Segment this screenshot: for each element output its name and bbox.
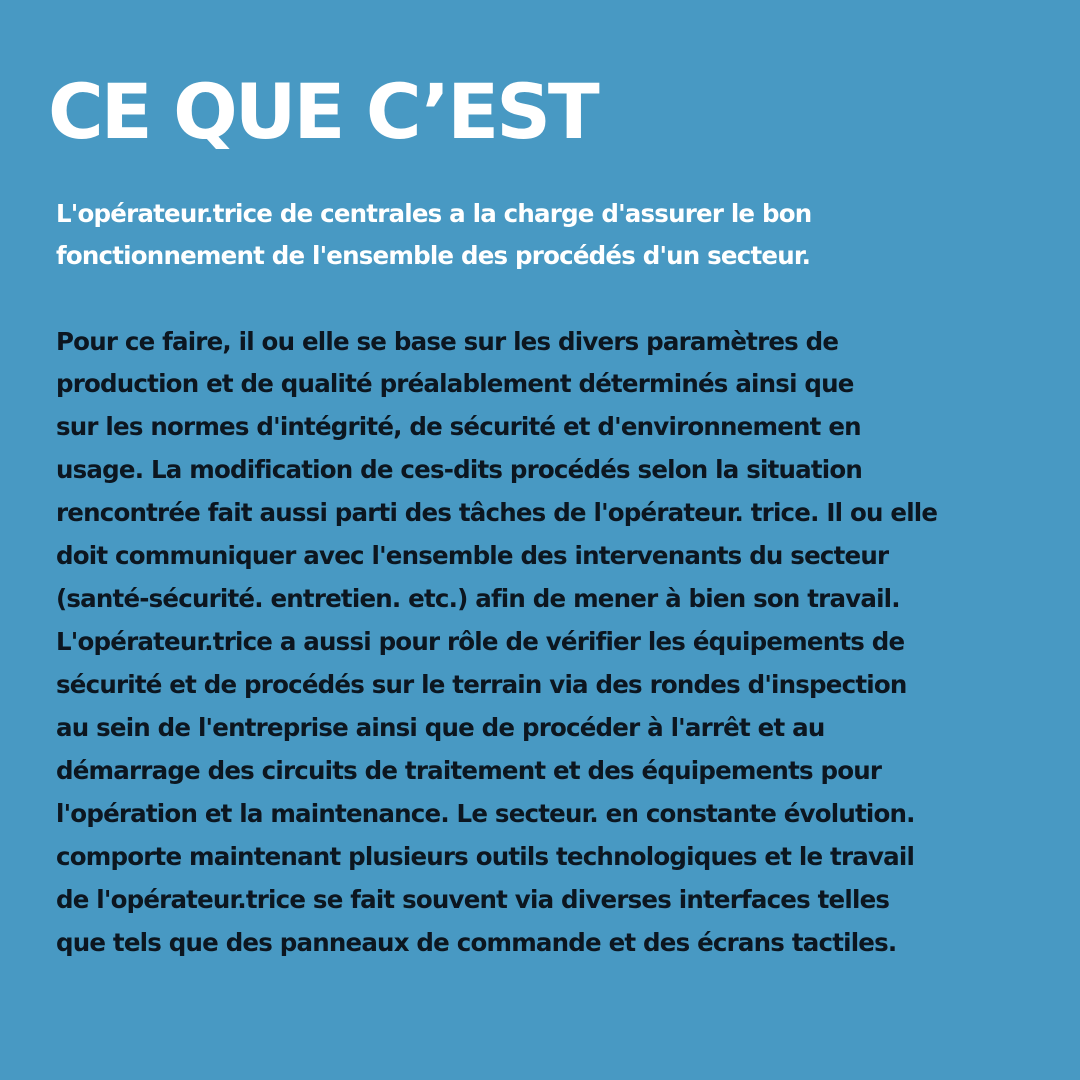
body-line: de l'opérateur.trice se fait souvent via diverses interfaces telles (56, 885, 890, 914)
body-line: comporte maintenant plusieurs outils technologiques et le travail (56, 842, 915, 871)
body-line: (santé-sécurité. entretien. etc.) afin de mener à bien son travail. (56, 584, 900, 613)
page-title: CE QUE C’EST (48, 67, 597, 156)
intro-line: fonctionnement de l'ensemble des procédés d'un secteur. (56, 241, 811, 270)
body-line: rencontrée fait aussi parti des tâches de l'opérateur. trice. Il ou elle (56, 498, 938, 527)
intro-line: L'opérateur.trice de centrales a la charge d'assurer le bon (56, 199, 812, 228)
body-line: Pour ce faire, il ou elle se base sur les divers paramètres de (56, 327, 839, 356)
body-line: l'opération et la maintenance. Le secteur. en constante évolution. (56, 799, 915, 828)
body-line: sur les normes d'intégrité, de sécurité et d'environnement en (56, 412, 861, 441)
body-line: L'opérateur.trice a aussi pour rôle de vérifier les équipements de (56, 627, 905, 656)
body-line: sécurité et de procédés sur le terrain via des rondes d'inspection (56, 670, 907, 699)
body-line: production et de qualité préalablement déterminés ainsi que (56, 369, 854, 398)
body-line: que tels que des panneaux de commande et des écrans tactiles. (56, 928, 897, 957)
body-line: au sein de l'entreprise ainsi que de procéder à l'arrêt et au (56, 713, 825, 742)
body-line: usage. La modification de ces-dits procédés selon la situation (56, 455, 863, 484)
body-line: doit communiquer avec l'ensemble des intervenants du secteur (56, 541, 889, 570)
body-line: démarrage des circuits de traitement et des équipements pour (56, 756, 882, 785)
